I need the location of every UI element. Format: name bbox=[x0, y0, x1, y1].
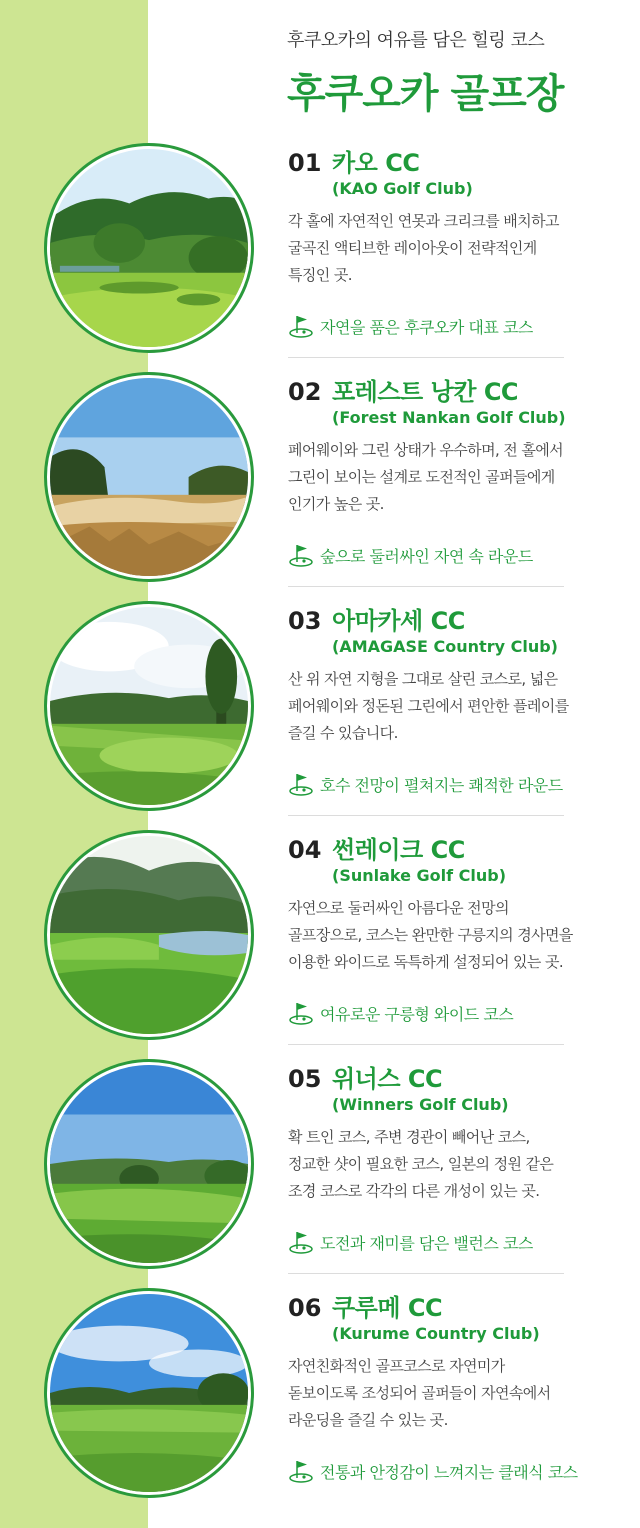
page-title: 후쿠오카 골프장 bbox=[287, 71, 564, 117]
divider bbox=[288, 586, 564, 587]
course-info bbox=[288, 1288, 628, 1482]
course-tag bbox=[288, 313, 533, 339]
golf-flag-icon bbox=[288, 313, 314, 339]
course-description: 자연으로 둘러싸인 아름다운 전망의 골프장으로, 코스는 완만한 구릉지의 경사면을 이용한 와이드로 독특하게 설정되어 있는 곳. bbox=[288, 899, 573, 971]
course-info bbox=[288, 830, 628, 1024]
course-card-04[interactable] bbox=[0, 830, 640, 1059]
course-photo bbox=[44, 1288, 254, 1498]
golf-flag-icon bbox=[288, 542, 314, 568]
divider bbox=[288, 1044, 564, 1045]
course-english-name: (Kurume Country Club) bbox=[332, 1324, 540, 1343]
course-tag-text: 호수 전망이 펼쳐지는 쾌적한 라운드 bbox=[320, 775, 563, 795]
course-card-02[interactable] bbox=[0, 372, 640, 601]
course-name: 썬레이크 CC bbox=[332, 836, 465, 864]
course-description: 자연친화적인 골프코스로 자연미가 돋보이도록 조성되어 골퍼들이 자연속에서 라운딩을 즐길 수 있는 곳. bbox=[288, 1357, 551, 1429]
course-info bbox=[288, 372, 628, 566]
course-photo bbox=[44, 830, 254, 1040]
course-name: 아마카세 CC bbox=[332, 607, 465, 635]
course-card-03[interactable] bbox=[0, 601, 640, 830]
course-description: 페어웨이와 그린 상태가 우수하며, 전 홀에서 그린이 보이는 설계로 도전적인 골퍼들에게 인기가 높은 곳. bbox=[288, 441, 564, 513]
course-tag bbox=[288, 542, 533, 568]
course-number: 05 bbox=[288, 1065, 322, 1093]
course-name: 위너스 CC bbox=[332, 1065, 443, 1093]
course-card-05[interactable] bbox=[0, 1059, 640, 1288]
course-english-name: (Forest Nankan Golf Club) bbox=[332, 408, 566, 427]
course-photo bbox=[44, 372, 254, 582]
course-tag-text: 숲으로 둘러싸인 자연 속 라운드 bbox=[320, 546, 533, 566]
course-english-name: (KAO Golf Club) bbox=[332, 179, 473, 198]
course-tag-text: 여유로운 구릉형 와이드 코스 bbox=[320, 1004, 514, 1024]
divider bbox=[288, 1273, 564, 1274]
course-card-06[interactable] bbox=[0, 1288, 640, 1517]
course-english-name: (Sunlake Golf Club) bbox=[332, 866, 507, 885]
course-english-name: (AMAGASE Country Club) bbox=[332, 637, 558, 656]
course-number: 06 bbox=[288, 1294, 322, 1322]
course-tag bbox=[288, 1229, 533, 1255]
course-photo bbox=[44, 601, 254, 811]
golf-flag-icon bbox=[288, 771, 314, 797]
course-info bbox=[288, 143, 628, 337]
course-description: 산 위 자연 지형을 그대로 살린 코스로, 넓은 페어웨이와 정돈된 그린에서 편안한 플레이를 즐길 수 있습니다. bbox=[288, 670, 569, 742]
page-header bbox=[287, 26, 627, 119]
course-number: 03 bbox=[288, 607, 322, 635]
course-name: 포레스트 낭칸 CC bbox=[332, 378, 519, 406]
course-tag-text: 도전과 재미를 담은 밸런스 코스 bbox=[320, 1233, 533, 1253]
course-name: 카오 CC bbox=[332, 149, 420, 177]
course-number: 02 bbox=[288, 378, 322, 406]
course-number: 01 bbox=[288, 149, 322, 177]
course-photo bbox=[44, 143, 254, 353]
course-tag-text: 전통과 안정감이 느껴지는 클래식 코스 bbox=[320, 1462, 578, 1482]
course-description: 확 트인 코스, 주변 경관이 빼어난 코스, 정교한 샷이 필요한 코스, 일본의 정원 같은 조경 코스로 각각의 다른 개성이 있는 곳. bbox=[288, 1128, 554, 1200]
divider bbox=[288, 357, 564, 358]
page-subtitle: 후쿠오카의 여유를 담은 힐링 코스 bbox=[287, 30, 545, 51]
divider bbox=[288, 815, 564, 816]
course-photo bbox=[44, 1059, 254, 1269]
course-info bbox=[288, 1059, 628, 1253]
course-description: 각 홀에 자연적인 연못과 크리크를 배치하고 굴곡진 액티브한 레이아웃이 전략적인게 특징인 곳. bbox=[288, 212, 559, 284]
golf-flag-icon bbox=[288, 1229, 314, 1255]
course-number: 04 bbox=[288, 836, 322, 864]
course-tag-text: 자연을 품은 후쿠오카 대표 코스 bbox=[320, 317, 533, 337]
course-english-name: (Winners Golf Club) bbox=[332, 1095, 509, 1114]
course-name: 쿠루메 CC bbox=[332, 1294, 443, 1322]
course-info bbox=[288, 601, 628, 795]
course-tag bbox=[288, 771, 563, 797]
course-tag bbox=[288, 1458, 578, 1484]
course-tag bbox=[288, 1000, 513, 1026]
course-card-01[interactable] bbox=[0, 143, 640, 372]
golf-flag-icon bbox=[288, 1458, 314, 1484]
golf-flag-icon bbox=[288, 1000, 314, 1026]
